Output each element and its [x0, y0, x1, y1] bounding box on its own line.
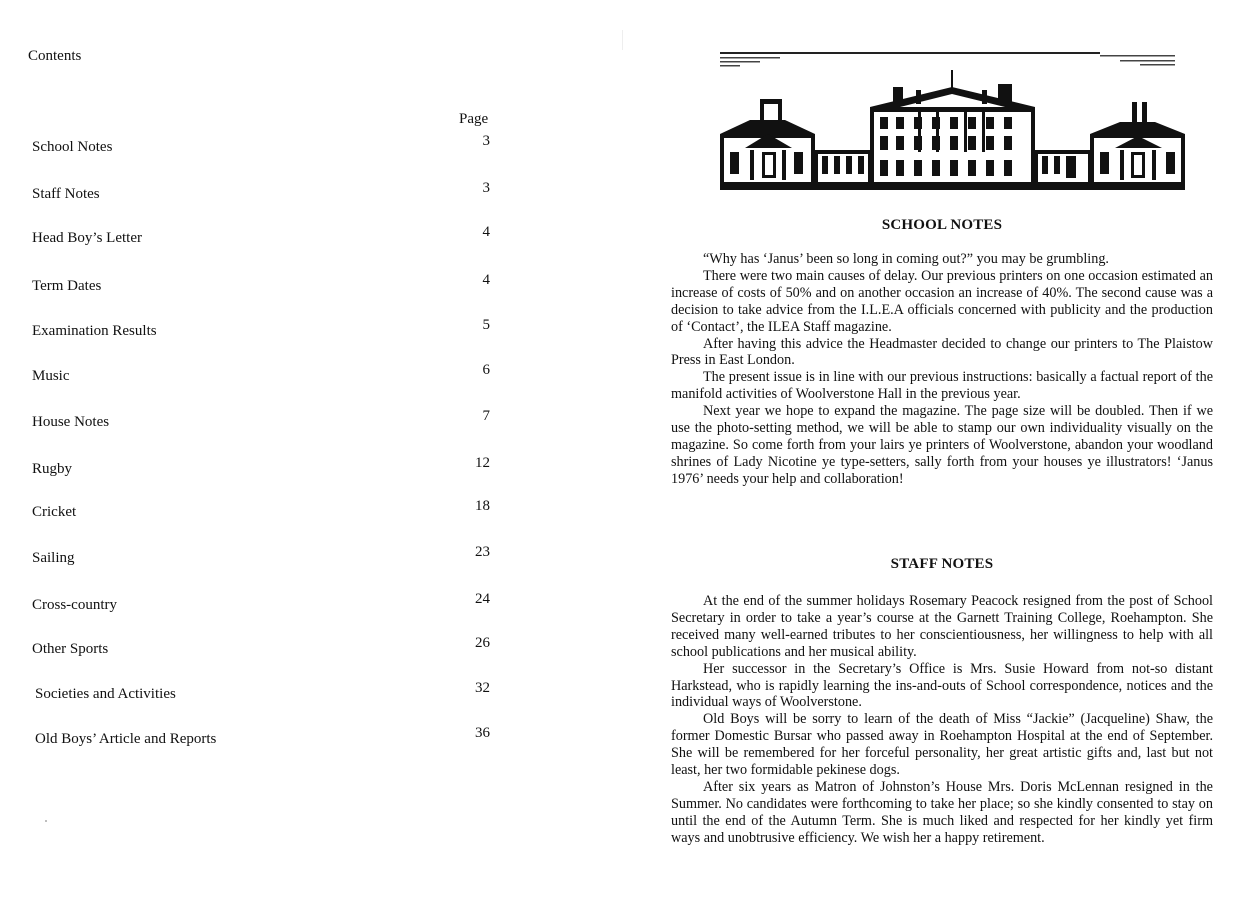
paragraph: Old Boys will be sorry to learn of the death of Miss “Jackie” (Jacqueline) Shaw, the former Domestic Bursar who passed away in Roehampton Hospital at the end of September. She will be remembered for her forceful personality, her great artistic gifts and, last but not least, her two formidable pekinese dogs. — [671, 711, 1213, 779]
toc-entry-label: Other Sports — [32, 641, 109, 657]
paragraph: There were two main causes of delay. Our previous printers on one occasion estimated an increase of costs of 50% and on another occasion an increase of 40%. The second cause was a decision to take advice from the I.L.E.A officials concerned with publicity and the production of ‘Contact’, the ILEA Staff magazine. — [671, 267, 1213, 335]
toc-entry-page: 4 — [482, 224, 490, 240]
toc-entry-label: Sailing — [32, 550, 75, 566]
toc-entry — [0, 408, 520, 436]
toc-entry-page: 12 — [475, 455, 490, 471]
paragraph: Her successor in the Secretary’s Office is Mrs. Susie Howard from not-so distant Harkstead, who is rapidly learning the ins-and-outs of School correspondence, notices and the individual ways of Woolverstone. — [671, 660, 1213, 711]
school-notes-section — [671, 217, 1213, 488]
toc-entry — [0, 635, 520, 663]
paragraph: At the end of the summer holidays Rosemary Peacock resigned from the post of School Secretary in order to take a year’s course at the Garnett Training College, Roehampton. She received many well-earned tributes to her conscientiousness, her willingness to help with all school publications and her musical ability. — [671, 593, 1213, 660]
toc-entry-label: Term Dates — [32, 278, 102, 294]
toc-entry — [0, 362, 520, 390]
staff-notes-section — [671, 556, 1213, 847]
toc-entry-page: 18 — [475, 498, 490, 514]
toc-entry — [0, 725, 520, 753]
toc-entry — [0, 544, 520, 572]
paragraph: Next year we hope to expand the magazine. The page size will be doubled. Then if we use the photo-setting method, we will be able to stamp our own individuality visually on the magazine. So come forth from your lairs ye printers of Woolverstone, abandon your woodland shrines of Lady Nicotine ye type-setters, sally forth from your houses ye illustrators! ‘Janus 1976’ needs your help and collaboration! — [671, 403, 1213, 487]
toc-entry — [0, 272, 520, 300]
toc-entry-label: Societies and Activities — [35, 686, 176, 702]
toc-entry-label: Examination Results — [32, 323, 157, 339]
toc-entry-label: Cross-country — [32, 597, 117, 613]
contents-title: Contents — [28, 48, 82, 64]
toc-entry-label: Rugby — [32, 461, 73, 477]
section-heading: STAFF NOTES — [890, 556, 994, 572]
toc-entry-page: 7 — [482, 408, 490, 424]
paragraph: “Why has ‘Janus’ been so long in coming out?” you may be grumbling. — [703, 251, 1109, 267]
toc-entry-label: Cricket — [32, 504, 77, 520]
section-heading: SCHOOL NOTES — [881, 217, 1003, 233]
toc-entry-page: 4 — [482, 272, 490, 288]
toc-entry-page: 6 — [482, 362, 490, 378]
section-body — [671, 593, 1213, 847]
toc-entry-label: Music — [32, 368, 70, 384]
paragraph: The present issue is in line with our previous instructions: basically a factual report of the manifold activities of Woolverstone Hall in the previous year. — [671, 369, 1213, 403]
toc-entry — [0, 317, 520, 345]
toc-entry-page: 24 — [475, 591, 490, 607]
toc-entry-page: 32 — [475, 680, 490, 696]
toc-entry-page: 5 — [482, 317, 490, 333]
toc-entry-page: 3 — [482, 133, 490, 149]
toc-entry-label: Head Boy’s Letter — [32, 230, 142, 246]
paragraph: After six years as Matron of Johnston’s House Mrs. Doris McLennan resigned in the Summer. No candidates were forthcoming to take her place; so she kindly consented to stay on until the end of the Autumn Term. She is much liked and respected for her kindly yet firm ways and unobtrusive efficiency. We wish her a happy retirement. — [671, 778, 1213, 846]
toc-entry-label: House Notes — [32, 414, 110, 430]
toc-entry — [0, 455, 520, 483]
toc-entry-page: 26 — [475, 635, 490, 651]
toc-entry-page: 23 — [475, 544, 490, 560]
toc-entry-page: 3 — [482, 180, 490, 196]
toc-entry — [0, 498, 520, 526]
toc-entry-page: 36 — [475, 725, 490, 741]
paragraph: After having this advice the Headmaster decided to change our printers to The Plaistow Press in East London. — [671, 335, 1213, 369]
school-notes-page — [620, 0, 1249, 900]
toc-entry-label: Staff Notes — [32, 186, 100, 202]
toc-entry — [0, 133, 520, 161]
toc-entry — [0, 680, 520, 708]
school-building-illustration — [720, 52, 1185, 197]
toc-entry — [0, 224, 520, 252]
toc-entry — [0, 591, 520, 619]
toc-entry-label: School Notes — [32, 139, 113, 155]
section-body — [671, 251, 1213, 488]
toc-entry-label: Old Boys’ Article and Reports — [35, 731, 217, 747]
contents-page — [0, 0, 620, 900]
print-speck — [45, 820, 47, 822]
page-column-header: Page — [459, 111, 489, 127]
toc-entry — [0, 180, 520, 208]
